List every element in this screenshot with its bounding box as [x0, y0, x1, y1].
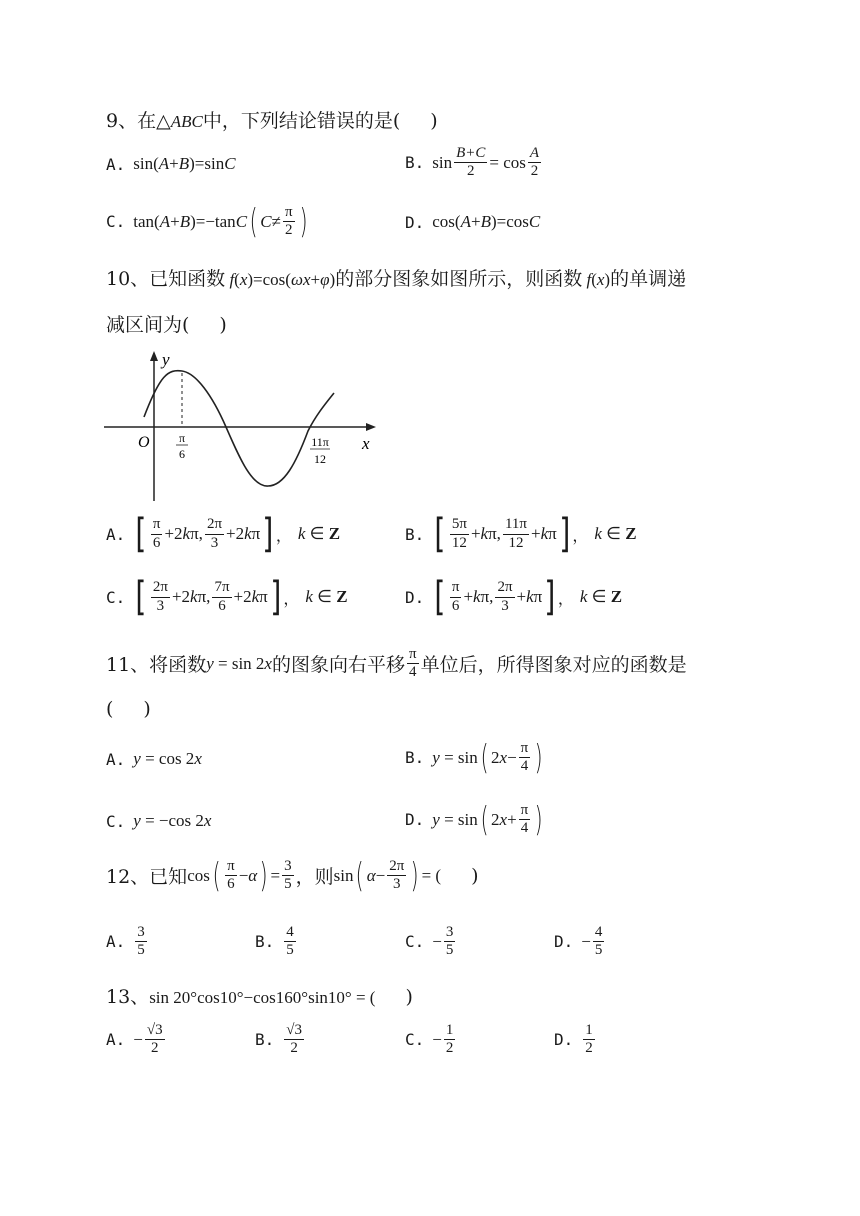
option-label: B. [405, 153, 425, 173]
q12-option-d[interactable]: D. − $\frac{4}{5}$ [554, 924, 603, 959]
option-label: D. [405, 212, 425, 232]
q12-option-c[interactable]: C. − $\frac{3}{5}$ [405, 924, 454, 959]
q10-option-d[interactable]: D. [ $\frac{\pi}{6}$ +kπ, $\frac{2\pi}{3}$ +kπ ] ， k ∈ Z [405, 574, 623, 620]
option-label: A. [106, 524, 126, 544]
q10-option-a[interactable]: A. [ $\frac{\pi}{6}$ +2kπ, $\frac{2\pi}{3}$ +2kπ ] ， k ∈ Z [106, 511, 341, 557]
q10-cosine-graph [100, 345, 390, 505]
q13-option-b[interactable]: B. $\frac{√3}{2}$ [255, 1022, 302, 1057]
option-label: B. [255, 932, 275, 952]
option-label: D. [405, 587, 425, 607]
option-label: B. [255, 1030, 275, 1050]
origin-label: O [138, 434, 150, 451]
option-label: D. [554, 1030, 574, 1050]
q11-paren: ( ) [106, 698, 151, 720]
x-axis-arrow [366, 423, 376, 431]
option-label: A. [106, 154, 126, 174]
option-label: B. [405, 524, 425, 544]
q11-option-b[interactable]: B. y = sin ( 2x− $\frac{\pi}{4}$ ) [405, 737, 543, 778]
q11-option-a[interactable]: A. y = cos 2x [106, 749, 202, 769]
q10-stem-line1: 10、已知函数 f(x)=cos(ωx+φ)的部分图象如图所示，则函数 f(x)的单调递 [106, 268, 687, 290]
option-label: C. [106, 212, 126, 232]
q13-option-c[interactable]: C. − $\frac{1}{2}$ [405, 1022, 454, 1057]
q11-option-d[interactable]: D. y = sin ( 2x+ $\frac{\pi}{4}$ ) [405, 799, 543, 840]
y-axis-label: y [162, 350, 170, 369]
q10-stem-line2: 减区间为( ) [106, 314, 227, 336]
q13-stem: 13、sin 20°cos10°−cos160°sin10° = ( ) [106, 986, 413, 1008]
q12-stem: 12、已知 cos ( $\frac{\pi}{6}$ −α ) = $\frac{3}{5}$ ，则 sin ( α− $\frac{2\pi}{3}$ ) = ( ) [106, 855, 479, 896]
q9-option-a[interactable]: A. sin(A+B)=sinC [106, 154, 236, 174]
option-label: A. [106, 1030, 126, 1050]
option-label: D. [554, 932, 574, 952]
x-axis-label: x [362, 434, 370, 453]
q9-option-b[interactable]: B. sin $\frac{B+C}{2}$ = cos $\frac{A}{2}$ [405, 145, 540, 180]
q12-option-b[interactable]: B. $\frac{4}{5}$ [255, 924, 294, 959]
tick-11pi-12-den: 12 [314, 452, 326, 466]
tick-pi-6-den: 6 [179, 447, 185, 461]
q9-option-d[interactable]: D. cos(A+B)=cosC [405, 212, 541, 232]
q9-stem: 9、在△ABC中，下列结论错误的是( ) [106, 110, 438, 132]
option-label: B. [405, 748, 425, 768]
option-label: C. [106, 811, 126, 831]
q11-option-c[interactable]: C. y = −cos 2x [106, 811, 212, 831]
q9-option-c[interactable]: C. tan(A+B)=−tanC ( C ≠ $\frac{\pi}{2}$ ) [106, 201, 308, 242]
option-label: C. [106, 587, 126, 607]
q10-option-b[interactable]: B. [ $\frac{5\pi}{12}$ +kπ, $\frac{11\pi}{12}$ +kπ ] ， k ∈ Z [405, 511, 637, 557]
y-axis-arrow [150, 351, 158, 361]
option-label: A. [106, 749, 126, 769]
option-label: C. [405, 1030, 425, 1050]
q12-option-a[interactable]: A. $\frac{3}{5}$ [106, 924, 145, 959]
option-label: A. [106, 932, 126, 952]
q11-stem: 11、将函数 y = sin 2x 的图象向右平移 $\frac{\pi}{4}$ 单位后，所得图象对应的函数是 [106, 646, 687, 681]
option-label: C. [405, 932, 425, 952]
q13-option-d[interactable]: D. $\frac{1}{2}$ [554, 1022, 593, 1057]
q10-option-c[interactable]: C. [ $\frac{2\pi}{3}$ +2kπ, $\frac{7\pi}{6}$ +2kπ ] ， k ∈ Z [106, 574, 348, 620]
option-label: D. [405, 810, 425, 830]
q13-option-a[interactable]: A. − $\frac{√3}{2}$ [106, 1022, 163, 1057]
cosine-curve [144, 371, 334, 486]
tick-pi-6-num: π [178, 431, 186, 445]
tick-11pi-12-num: 11π [311, 435, 329, 449]
